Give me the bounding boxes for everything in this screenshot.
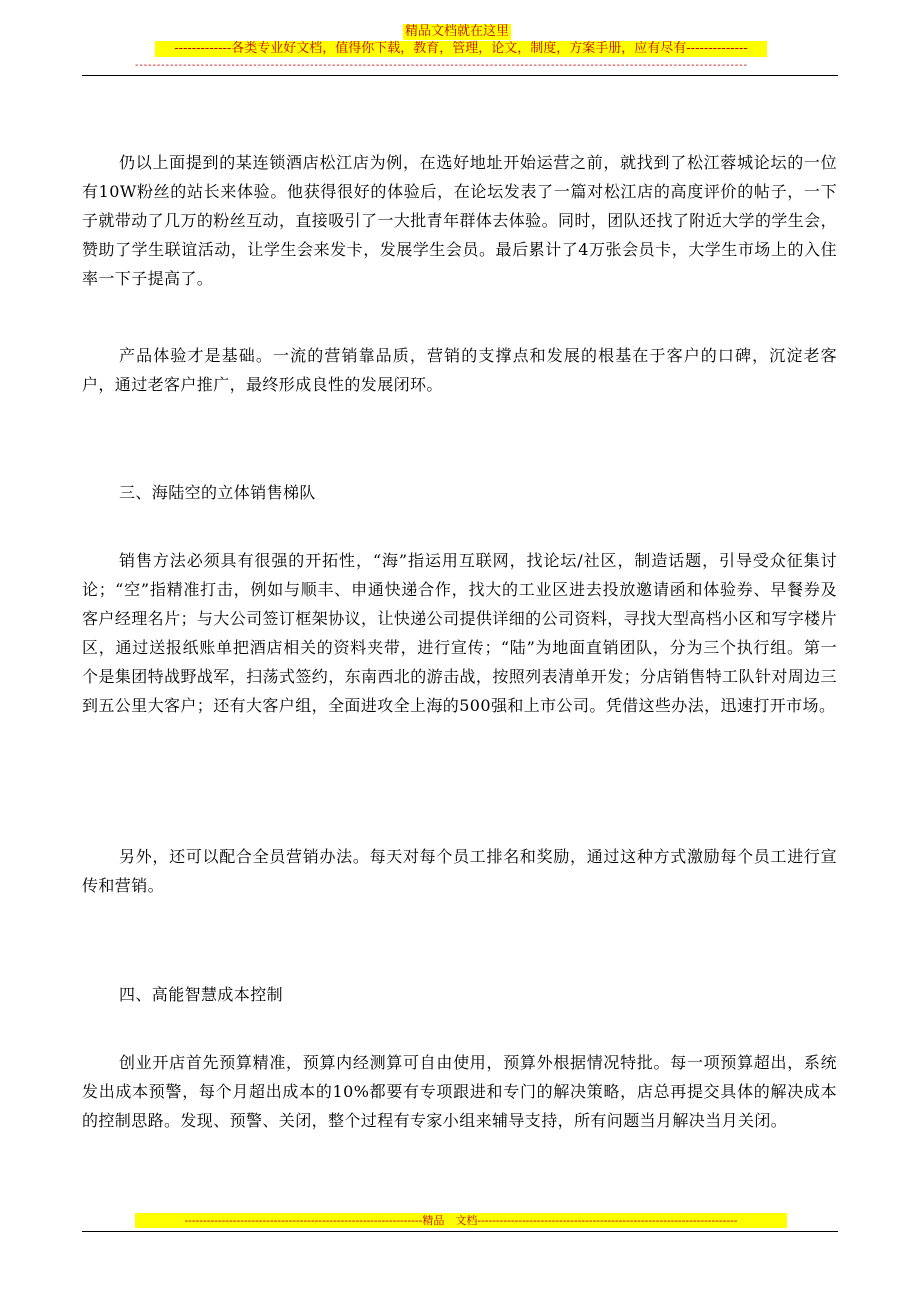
footer-rule bbox=[82, 1231, 838, 1232]
paragraph-all-staff-marketing: 另外，还可以配合全员营销办法。每天对每个员工排名和奖励，通过这种方式激励每个员工进行宣传和营销。 bbox=[82, 847, 837, 895]
header-dash-line: -------------------------------------------------------------------------------------------------------------------------------------------- bbox=[135, 60, 749, 71]
header-title: 精品文档就在这里 bbox=[405, 24, 510, 39]
footer-banner: ----------------------------------------------------------------精品 文档---------------------------------------------------------------------- bbox=[135, 1213, 787, 1228]
paragraph-product-experience: 产品体验才是基础。一流的营销靠品质，营销的支撑点和发展的根基在于客户的口碑，沉淀老客户，通过老客户推广，最终形成良性的发展闭环。 bbox=[82, 346, 837, 394]
section-heading-3: 三、海陆空的立体销售梯队 bbox=[119, 483, 316, 502]
header-rule bbox=[82, 75, 838, 76]
paragraph-case-example: 仍以上面提到的某连锁酒店松江店为例，在选好地址开始运营之前，就找到了松江蓉城论坛的一位有10W粉丝的站长来体验。他获得很好的体验后，在论坛发表了一篇对松江店的高度评价的帖子，一下子就带动了几万的粉丝互动，直接吸引了一大批青年群体去体验。同时，团队还找了附近大学的学生会，赞助了学生联谊活动，让学生会来发卡，发展学生会员。最后累计了4万张会员卡，大学生市场上的入住率一下子提高了。 bbox=[82, 153, 837, 288]
paragraph-sales-methods: 销售方法必须具有很强的开拓性，“海”指运用互联网，找论坛/社区，制造话题，引导受众征集讨论；“空”指精准打击，例如与顺丰、申通快递合作，找大的工业区进去投放邀请函和体验券、早餐券及客户经理名片；与大公司签订框架协议，让快递公司提供详细的公司资料，寻找大型高档小区和写字楼片区，通过送报纸账单把酒店相关的资料夹带，进行宣传；“陆”为地面直销团队，分为三个执行组。第一个是集团特战野战军，扫荡式签约，东南西北的游击战，按照列表清单开发；分店销售特工队针对周边三到五公里大客户；还有大客户组，全面进攻全上海的500强和上市公司。凭借这些办法，迅速打开市场。 bbox=[82, 551, 837, 715]
paragraph-cost-control: 创业开店首先预算精准，预算内经测算可自由使用，预算外根据情况特批。每一项预算超出，系统发出成本预警，每个月超出成本的10%都要有专项跟进和专门的解决策略，店总再提交具体的解决成本的控制思路。发现、预警、关闭，整个过程有专家小组来辅导支持，所有问题当月解决当月关闭。 bbox=[82, 1053, 837, 1130]
header-banner: -------------各类专业好文档，值得你下载，教育，管理，论文，制度，方案手册，应有尽有-------------- bbox=[155, 41, 767, 57]
section-heading-4: 四、高能智慧成本控制 bbox=[119, 985, 284, 1004]
